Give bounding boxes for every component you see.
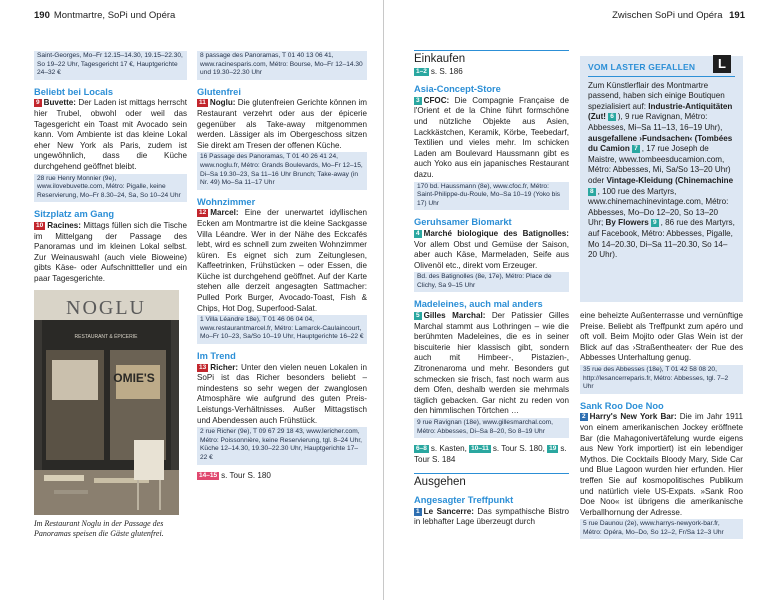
entry-name: Richer: <box>210 362 239 372</box>
number-badge: 19 <box>549 445 557 453</box>
reference-text: s. Tour S. 184 <box>414 444 567 464</box>
entry-name: Le Sancerre: <box>423 506 474 516</box>
info-block: Bd. des Batignolles (8e, 17e), Métro: Place de Clichy, Sa 9–15 Uhr <box>414 272 569 292</box>
number-badge: 4 <box>416 229 420 237</box>
entry-racines <box>34 221 187 285</box>
info-block: 5 rue Daunou (2e), www.harrys-newyork-bar.fr, Métro: Opéra, Mo–Do, So 12–2, Fr/Sa 12–3 Uhr <box>580 519 743 539</box>
sidebox-bold-part: ausgefallene ›Fundsachen‹ (Tombées du Camion <box>588 133 733 154</box>
entry-name: Marcel: <box>210 208 239 218</box>
entry-text: Das sympathische Bistro in lebhafter Lage überzeugt durch <box>414 506 569 527</box>
entry-text: Die glutenfreien Gerichte können im Restaurant verzehrt oder aus der épicerie gegenüber als Take-away mitgenommen werden. Lässiger als im Obergeschoss sitzen Sie direkt am Tresen der offenen Küche. <box>197 98 367 150</box>
restaurant-photo <box>34 290 179 515</box>
entry-text: Mittags füllen sich die Tische im Mittelgang der Passage des Panoramas und im kleinen Lokal selbst. Zur Weinauswahl (auch viele Bioweine) gibts Käse- oder Aufschnittteller und ein paar Tagesgerichte. <box>34 220 187 283</box>
entry-cfoc <box>414 96 569 181</box>
entry-name: CFOC: <box>423 95 450 105</box>
left-page-number: 190 <box>34 10 50 21</box>
entry-marcel <box>197 208 367 314</box>
entry-harrys-bar <box>580 412 743 518</box>
entry-buvette <box>34 98 187 172</box>
entry-gilles-marchal <box>414 311 569 417</box>
number-badge: 1–2 <box>416 67 427 75</box>
info-block: 35 rue des Abbesses (18e), T 01 42 58 08 20, http://lesancerreparis.fr, Métro: Abbesses, tgl. 7–2 Uhr <box>580 365 743 394</box>
entry-richer <box>197 363 367 427</box>
info-block: Saint-Georges, Mo–Fr 12.15–14.30, 19.15–22.30, So 19–22 Uhr, Tagesgericht 17 €, Hauptgerichte 24–32 € <box>34 51 187 80</box>
number-badge: 7 <box>634 145 638 153</box>
sidebox-text-part: Zum Künstlerflair des Montmartre passend, haben sich einige Boutiquen spezialisiert auf: <box>588 80 725 111</box>
entry-name: Harry's New York Bar: <box>589 412 677 422</box>
number-badge: 6 <box>610 113 614 121</box>
left-column-2 <box>197 50 367 481</box>
number-badge: 9 <box>652 219 657 227</box>
info-block: 2 rue Richer (9e), T 09 67 29 18 43, www.lericher.com, Métro: Poissonnière, keine Reservierung, tgl. 8–24 Uhr, Küche 12–14.30, 19.30–22.30 Uhr, Hauptgerichte 17–22 € <box>197 427 367 464</box>
info-block: 8 passage des Panoramas, T 01 40 13 06 41, www.racinesparis.com, Métro: Bourse, Mo–Fr 12–14.30 und 19.30–22.30 Uhr <box>197 51 367 80</box>
info-block: 1 Villa Léandre 18e), T 01 46 06 04 04, www.restaurantmarcel.fr, Métro: Lamarck-Caulaincourt, Mo–Fr 10–23, Sa/So 10–19 Uhr, Hauptgerichte 16–22 € <box>197 315 367 344</box>
entry-name: Buvette: <box>43 98 77 108</box>
entry-heading: Wohnzimmer <box>197 196 256 207</box>
entry-heading: Sitzplatz am Gang <box>34 209 115 220</box>
tour-reference <box>197 471 367 482</box>
entry-text: Unter den vielen neuen Lokalen in SoPi ist das Richer besonders beliebt – mindestens so sehr wegen der zwanglosen Atmosphäre wie aufgrund des guten Preis-Leistungs-Verhältnisses. Außer Mittagstisch und Abendessen auch Frühstück. <box>197 362 367 425</box>
info-block: 9 rue Ravignan (18e), www.gillesmarchal.com, Métro: Abbesses, Di–Sa 8–20, So 8–19 Uhr <box>414 418 569 438</box>
number-badge: 8 <box>590 187 594 195</box>
noglu-storefront-image <box>34 290 179 515</box>
sidebox-title: VOM LASTER GEFALLEN <box>588 62 735 77</box>
number-badge: 11 <box>199 99 206 107</box>
entry-text: Eine der unerwartet idyllischen Ecken am Montmartre ist die kleine Sackgasse Villa Léandre. Wer in der Nähe des Eckcafés lebt, wird es schnell zum zweiten Wohnzimmer küren. Es eignet sich zum Zeitunglesen, Kaffeetrinken, Frühstücken – oder Essen, die Küche ist durchgehend geöffnet. Auf der Karte stehen alle derzeit angesagten Sattmacher: Pulled Pork Burger, Avocado-Toast, Fish & Chips, Hot Dog, Superfood-Salat. <box>197 208 367 313</box>
continued-text: eine beheizte Außenterrasse und vernünftige Preise. Beliebt als Treffpunkt zum apéro und oft voll. Beim Mojito oder Glas Wein ist der Blick auf das ›Straßentheater‹ der Rue des Abbesses Unterhaltung genug. <box>580 311 743 363</box>
entry-heading: Im Trend <box>197 351 236 362</box>
sidebox-text <box>588 81 735 261</box>
reference-text: s. Kasten, <box>430 444 467 454</box>
reference-text: s. Tour S. 180, <box>492 444 545 454</box>
number-badge: 5 <box>416 312 420 320</box>
page-gutter <box>383 0 384 600</box>
number-badge: 2 <box>582 413 586 421</box>
entry-text: Der Laden ist mittags herrscht hier Trubel, obwohl oder weil das Tagesgericht ein Toast mit Avocado sein kann. Vom Ambiente ist das kleine Lokal eher New York als Paris, zudem ist ungewöhnlich, dass die Küche durchgehend geöffnet bleibt. <box>34 98 187 171</box>
number-badge: 1 <box>416 507 420 515</box>
reference-text: s. Tour S. 180 <box>221 470 271 480</box>
left-column-1 <box>34 50 187 539</box>
section-heading: Einkaufen <box>414 50 569 65</box>
tour-references <box>414 444 569 465</box>
right-column-1 <box>414 50 569 528</box>
entry-heading: Geruhsamer Biomarkt <box>414 217 512 228</box>
sidebox-text-part: , 86 rue des Martyrs, auf Facebook, Métro: Abbesses, Pigalle, Mo 14–20.30, Di–Sa 11–20.30, So 14–20 Uhr). <box>588 218 735 260</box>
left-running-head <box>34 10 175 21</box>
entry-heading: Sank Roo Doe Noo <box>580 400 664 411</box>
number-badge: 13 <box>199 363 207 371</box>
sidebox-bold-part: Vintage-Kleidung (Chinemachine <box>606 175 734 185</box>
right-column-2 <box>580 311 743 539</box>
info-block: 28 rue Henry Monnier (9e), www.ilovebuvette.com, Métro: Pigalle, keine Reservierung, Mo–Fr 8.30–24, Sa, So 10–24 Uhr <box>34 174 187 203</box>
number-badge: 3 <box>416 96 420 104</box>
entry-text: Die im Jahr 1911 von einem amerikanischen Jockey eröffnete Bar (die Mahagonivertäfelung wurde eigens aus New York importiert) ist ein lebendiger Mythos. Die Cocktails Bloody Mary, Side Car und Blue Lagoon wurden hier erfunden. Hier treffen Sie auf kosmopolitisches Publikum und natürlich viele US-Expats. »Sank Roo Doe Noo« ist übrigens die amerikanische Verballhornung der Adresse. <box>580 412 743 517</box>
sidebox-bold-part: By Flowers <box>605 218 649 228</box>
shop-reference <box>414 67 569 78</box>
entry-heading: Asia-Concept-Store <box>414 84 501 95</box>
section-heading: Ausgehen <box>414 473 569 488</box>
number-badge: 9 <box>36 99 40 107</box>
entry-name: Marché biologique des Batignolles: <box>423 228 569 238</box>
number-badge: 10–11 <box>471 445 489 453</box>
photo-brand-text: OMIE'S <box>113 371 155 386</box>
right-page-number: 191 <box>729 10 745 21</box>
photo-caption: Im Restaurant Noglu in der Passage des Panoramas speisen die Gäste glutenfrei. <box>34 519 164 539</box>
entry-heading: Madeleines, auch mal anders <box>414 299 543 310</box>
chapter-letter-badge: L <box>713 55 731 73</box>
entry-marche <box>414 229 569 271</box>
info-block: 170 bd. Haussmann (8e), www.cfoc.fr, Métro: Saint-Philippe-du-Roule, Mo–Sa 10–19 (Yoko bis 17) Uhr <box>414 182 569 211</box>
number-badge: 14–15 <box>199 471 218 479</box>
photo-sign-text: NOGLU <box>66 297 146 320</box>
entry-heading: Angesagter Treffpunkt <box>414 494 514 505</box>
entry-name: Noglu: <box>209 98 236 108</box>
entry-le-sancerre <box>414 507 569 528</box>
sidebar-box <box>580 56 743 302</box>
entry-text: Der Patissier Gilles Marchal stammt aus Lothringen – wie die berühmten Madeleines, die es in seiner biscuiterie hier klassisch gibt, sondern auch mit Himbeer-, Pistazien-, Zitronenaroma und mehr. Besonders gut schmecken sie frisch, fast noch warm aus dem Ofen, deshalb werden sie mehrmals täglich gebacken. Gar nicht zu reden von den himmlischen Törtchen … <box>414 311 570 416</box>
entry-heading: Glutenfrei <box>197 86 241 97</box>
entry-name: Gilles Marchal: <box>423 311 486 321</box>
sidebox-text-part: ), 9 rue Ravignan, Métro: Abbesses, Mi–Sa 11–13, 16–19 Uhr), <box>588 112 723 132</box>
entry-text: Die Compagnie Française de l'Orient et de la Chine führt formschöne und nützliche Objekte aus Asien, Lackkästchen, Keramik, Körbe, Teebedarf, Textilien und vieles mehr. Im schicken Laden am Boulevard Haussmann gibt es auch Yoko aus ein japanisches Restaurant dazu. <box>414 95 569 179</box>
info-block: 16 Passage des Panoramas, T 01 40 26 41 24, www.noglu.fr, Métro: Grands Boulevards, Mo–Fr 12–15, Di–Sa 19.30–23, Sa 11–16 Uhr Brunch; Take-away (in Nr. 49) Mo–Sa 11–17 Uhr <box>197 152 367 189</box>
entry-noglu <box>197 98 367 151</box>
sidebox-text-part: , 100 rue des Martyrs, www.chinemachinevintage.com, Métro: Abbesses, Mo–Do 12–20, So 13–20 Uhr; <box>588 186 729 228</box>
left-running-title: Montmartre, SoPi und Opéra <box>53 10 176 21</box>
right-running-title: Zwischen SoPi und Opéra <box>612 10 723 21</box>
photo-sign-subtext: RESTAURANT & ÉPICERIE <box>74 334 138 341</box>
number-badge: 10 <box>36 221 44 229</box>
sidebox-text-part: , 17 rue Joseph de Maistre, www.tombeesducamion.com, Métro: Abbesses, Mi, Sa/So 13–20 Uhr) oder <box>588 144 731 185</box>
number-badge: 12 <box>199 209 207 217</box>
entry-text: Vor allem Obst und Gemüse der Saison, aber auch Käse, Marmeladen, Seife aus Olivenöl etc., direkt vom Erzeuger. <box>414 239 569 270</box>
entry-heading: Beliebt bei Locals <box>34 86 114 97</box>
right-running-head <box>612 10 745 21</box>
sidebox-bold-part: Industrie-Antiquitäten (Zut! <box>588 101 733 122</box>
number-badge: 6–8 <box>416 445 427 453</box>
reference-text: s. S. 186 <box>430 66 463 76</box>
entry-name: Racines: <box>47 220 81 230</box>
